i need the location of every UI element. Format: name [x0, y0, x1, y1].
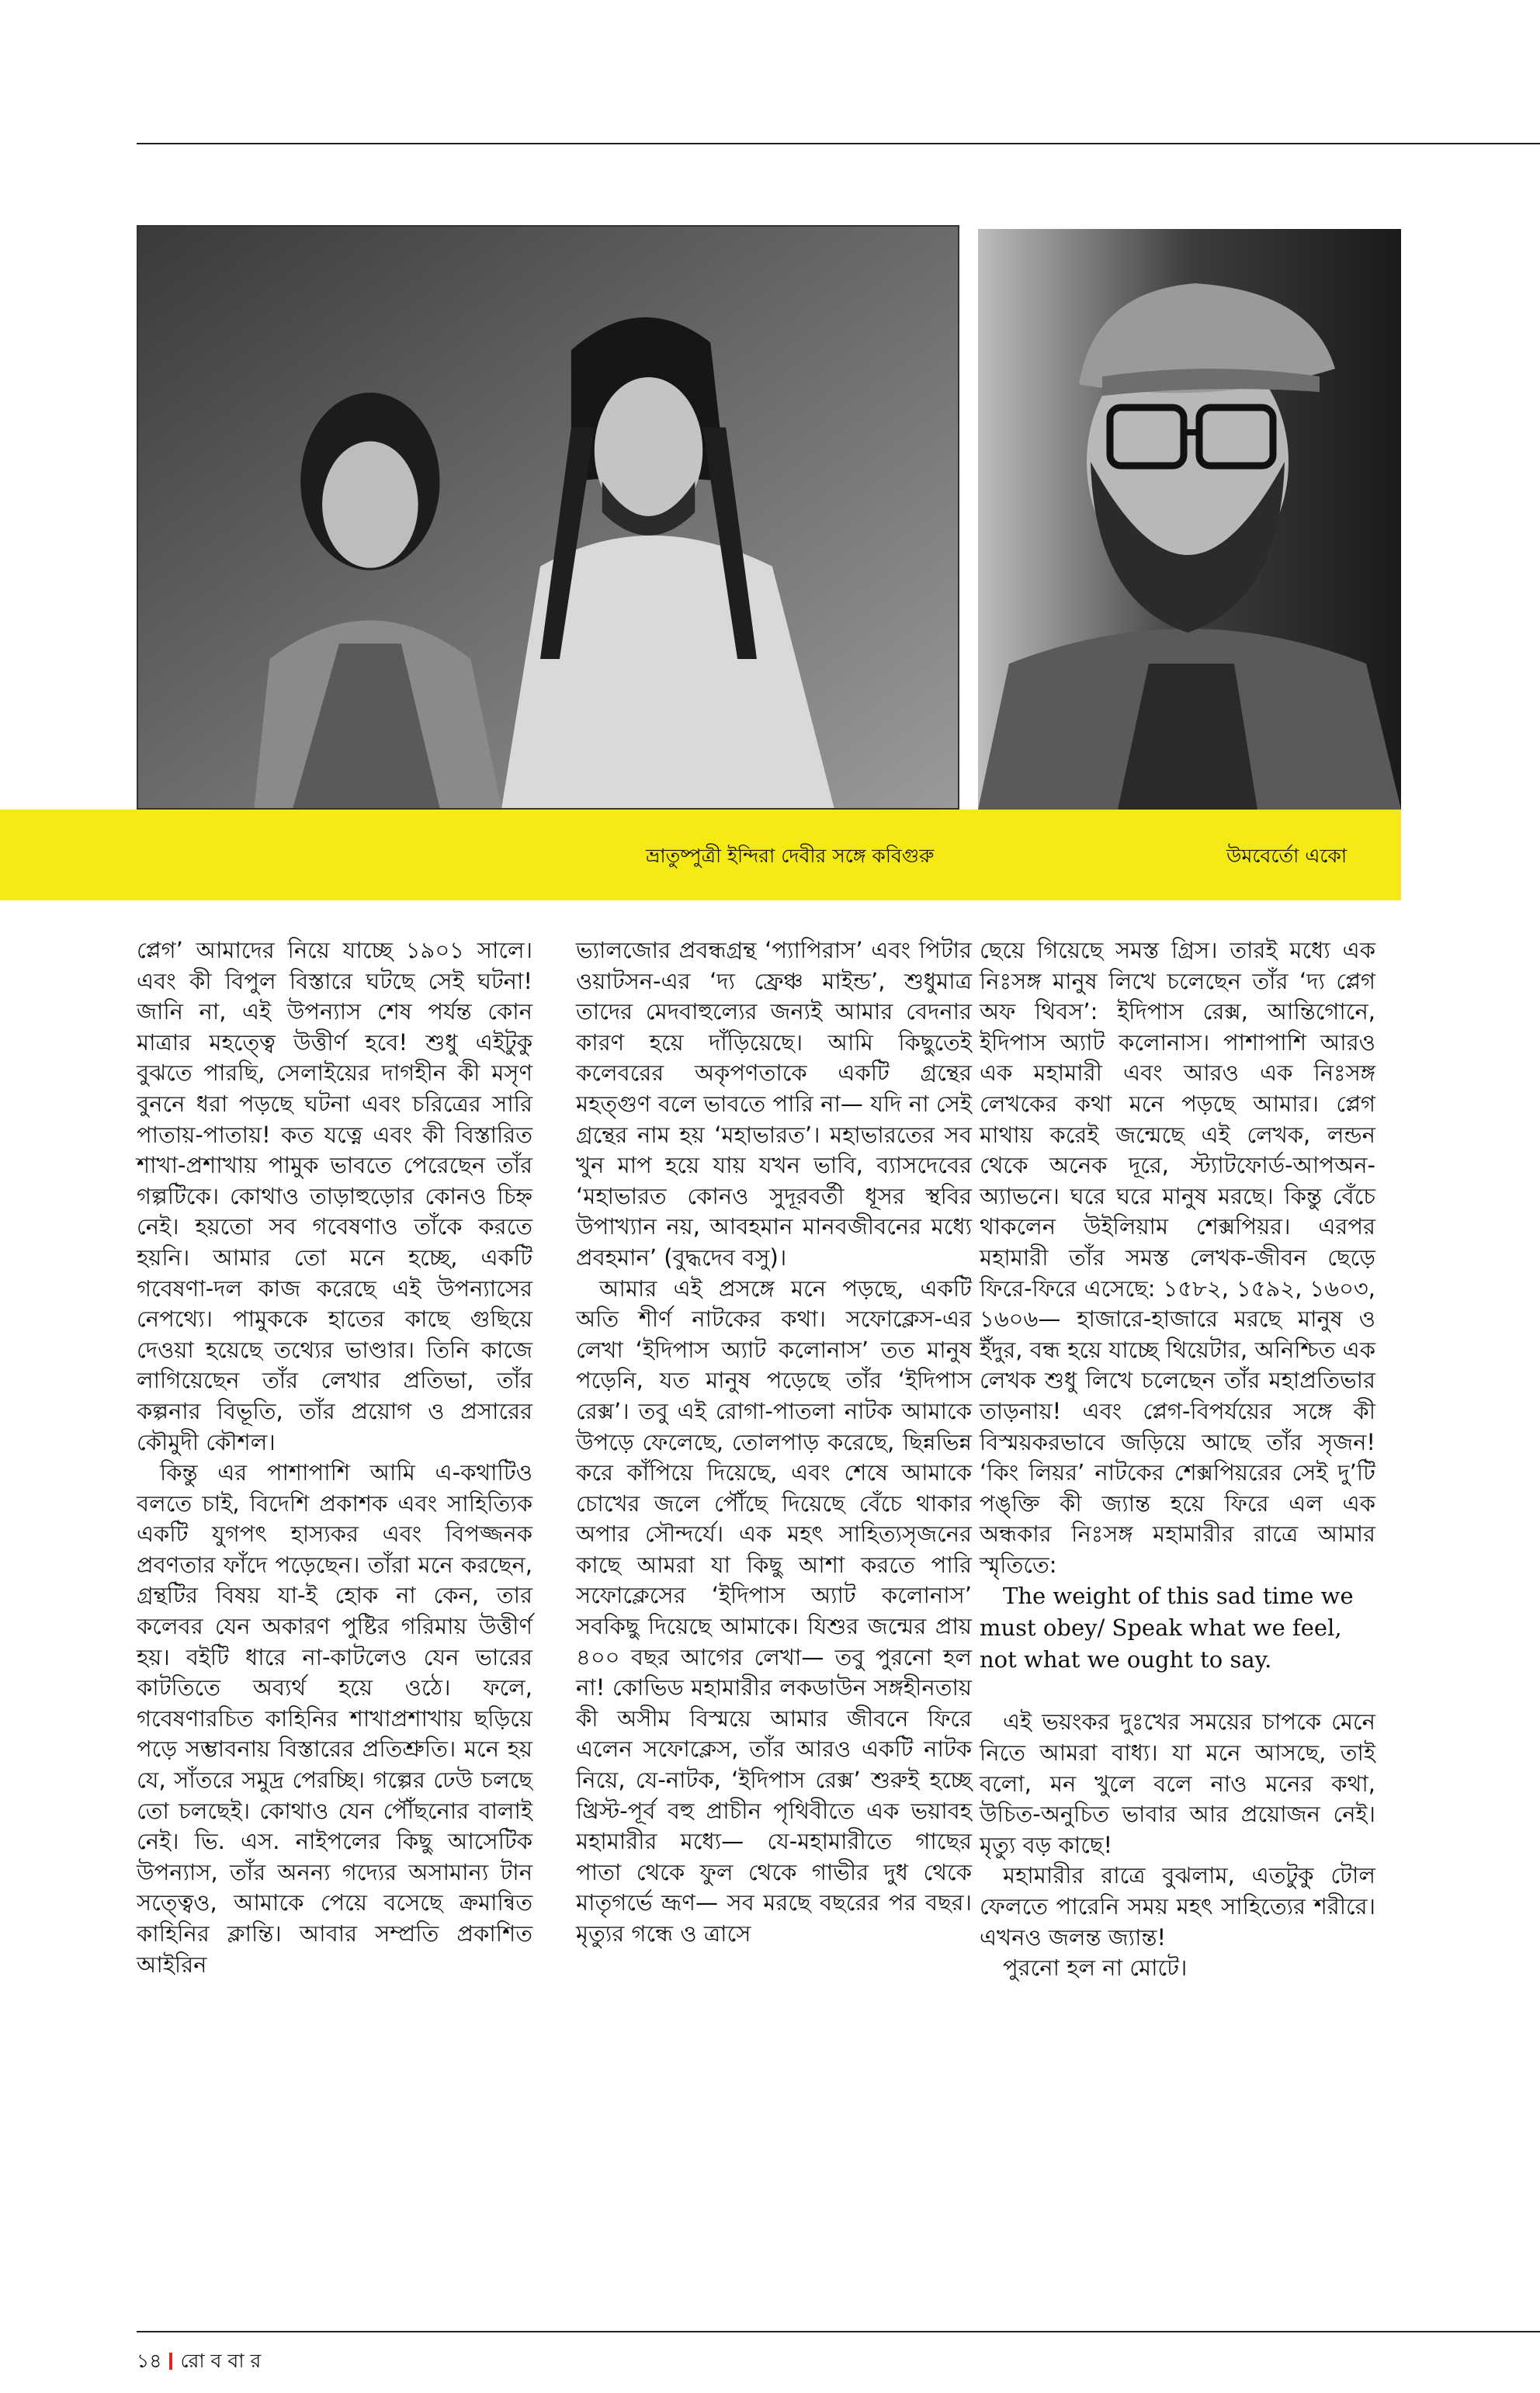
caption-left-photo: ভ্রাতুষ্পুত্রী ইন্দিরা দেবীর সঙ্গে কবিগুরু — [646, 844, 935, 867]
article-column-3 — [980, 935, 1375, 1984]
footer-rule — [137, 2331, 1540, 2332]
photo-rabindranath-with-indira-devi — [137, 225, 959, 810]
footer-separator — [169, 2353, 172, 2370]
article-column-2 — [576, 935, 972, 1950]
header-rule — [137, 143, 1540, 144]
column3-paragraph: ছেয়ে গিয়েছে সমস্ত গ্রিস। তারই মধ্যে এক নিঃসঙ্গ মানুষ লিখে চলেছেন তাঁর ‘দ্য প্লেগ অফ থিবস’: ইদিপাস রেক্স, আন্তিগোনে, ইদিপাস অ্যাট কলোনাস। পাশাপাশি আরও এক মহামারী এবং আরও এক নিঃসঙ্গ লেখকের কথা মনে পড়ছে আমার। প্লেগ মাথায় করেই জন্মেছে এই লেখক, লন্ডন থেকে অনেক দূরে, স্ট্যাটফোর্ড-আপঅন-অ্যাভনে। ঘরে ঘরে মানুষ মরছে। কিন্তু বেঁচে থাকলেন উইলিয়াম শেক্সপিয়র। এরপর মহামারী তাঁর সমস্ত লেখক-জীবন ছেড়ে ফিরে-ফিরে এসেছে: ১৫৮২, ১৫৯২, ১৬০৩, ১৬০৬— হাজারে-হাজারে মরছে মানুষ ও ইঁদুর, বন্ধ হয়ে যাচ্ছে থিয়েটার, অনিশ্চিত এক লেখক শুধু লিখে চলেছেন তাঁর মহাপ্রতিভার তাড়নায়! এবং প্লেগ-বিপর্যয়ের সঙ্গে কী বিস্ময়করভাবে জড়িয়ে আছে তাঁর সৃজন! ‘কিং লিয়র’ নাটকের শেক্সপিয়রের সেই দু’টি পঙ্‌ক্তি কী জ্যান্ত হয়ে ফিরে এল এক অন্ধকার নিঃসঙ্গ মহামারীর রাত্রে আমার স্মৃতিতে: — [980, 937, 1375, 1578]
shakespeare-quote: The weight of this sad time we must obey/ Speak what we feel, not what we ought to say. — [980, 1583, 1354, 1673]
page-footer — [137, 2350, 261, 2373]
caption-right-photo: উমবের্তো একো — [1226, 844, 1348, 867]
page-number: ১৪ — [137, 2350, 162, 2372]
article-column-1 — [137, 935, 532, 1980]
column1-paragraph: কিন্তু এর পাশাপাশি আমি এ-কথাটিও বলতে চাই, বিদেশি প্রকাশক এবং সাহিত্যিক একটি যুগপৎ হাস্যকর এবং বিপজ্জনক প্রবণতার ফাঁদে পড়েছেন। তাঁরা মনে করছেন, গ্রন্থটির বিষয় যা-ই হোক না কেন, তার কলেবর যেন অকারণ পুষ্টির গরিমায় উত্তীর্ণ হয়। বইটি ধারে না-কাটলেও যেন ভারের কাটতিতে অব্যর্থ হয়ে ওঠে। ফলে, গবেষণারচিত কাহিনির শাখাপ্রশাখায় ছড়িয়ে পড়ে সম্ভাবনায় বিস্তারের প্রতিশ্রুতি। মনে হয় যে, সাঁতরে সমুদ্র পেরচ্ছি। গল্পের ঢেউ চলছে তো চলছেই। কোথাও যেন পৌঁছনোর বালাই নেই। ভি. এস. নাইপলের কিছু আসেটিক উপন্যাস, তাঁর অনন্য গদ্যের অসামান্য টান সত্ত্বেও, আমাকে পেয়ে বসেছে ক্রমান্বিত কাহিনির ক্লান্তি। আবার সম্প্রতি প্রকাশিত আইরিন — [137, 1459, 532, 1978]
column2-paragraph: আমার এই প্রসঙ্গে মনে পড়ছে, একটি অতি শীর্ণ নাটকের কথা। সফোক্লেস-এর লেখা ‘ইদিপাস অ্যাট কলোনাস’ তত মানুষ পড়েনি, যত মানুষ পড়েছে তাঁর ‘ইদিপাস রেক্স’। তবু এই রোগা-পাতলা নাটক আমাকে উপড়ে ফেলেছে, তোলপাড় করেছে, ছিন্নভিন্ন করে কাঁপিয়ে দিয়েছে, এবং শেষে আমাকে চোখের জলে পৌঁছে দিয়েছে বেঁচে থাকার অপার সৌন্দর্যে। এক মহৎ সাহিত্যসৃজনের কাছে আমরা যা কিছু আশা করতে পারি সফোক্লেসের ‘ইদিপাস অ্যাট কলোনাস’ সবকিছু দিয়েছে আমাকে। যিশুর জন্মের প্রায় ৪০০ বছর আগের লেখা— তবু পুরনো হল না! কোভিড মহামারীর লকডাউন সঙ্গহীনতায় কী অসীম বিস্ময়ে আমার জীবনে ফিরে এলেন সফোক্লেস, তাঁর আরও একটি নাটক নিয়ে, যে-নাটক, ‘ইদিপাস রেক্স’ শুরুই হচ্ছে খ্রিস্ট-পূর্ব বহু প্রাচীন পৃথিবীতে এক ভয়াবহ মহামারীর মধ্যে— যে-মহামারীতে গাছের পাতা থেকে ফুল থেকে গাভীর দুধ থেকে মাতৃগর্ভে ভ্রূণ— সব মরছে বছরের পর বছর। মৃত্যুর গন্ধে ও ত্রাসে — [576, 1275, 972, 1947]
column3-paragraph: পুরনো হল না মোটে। — [1003, 1954, 1188, 1982]
column1-paragraph: প্লেগ’ আমাদের নিয়ে যাচ্ছে ১৯০১ সালে। এবং কী বিপুল বিস্তারে ঘটছে সেই ঘটনা! জানি না, এই উপন্যাস শেষ পর্যন্ত কোন মাত্রার মহত্ত্বে উত্তীর্ণ হবে! শুধু এইটুকু বুঝতে পারছি, সেলাইয়ের দাগহীন কী মসৃণ বুননে ধরা পড়ছে ঘটনা এবং চরিত্রের সারি পাতায়-পাতায়! কত যত্নে এবং কী বিস্তারিত শাখা-প্রশাখায় পামুক ভাবতে পেরেছেন তাঁর গল্পটিকে। কোথাও তাড়াহুড়োর কোনও চিহ্ন নেই। হয়তো সব গবেষণাও তাঁকে করতে হয়নি। আমার তো মনে হচ্ছে, একটি গবেষণা-দল কাজ করেছে এই উপন্যাসের নেপথ্যে। পামুককে হাতের কাছে গুছিয়ে দেওয়া হয়েছে তথ্যের ভাণ্ডার। তিনি কাজে লাগিয়েছেন তাঁর লেখার প্রতিভা, তাঁর কল্পনার বিভূতি, তাঁর প্রয়োগ ও প্রসারের কৌমুদী কৌশল। — [137, 937, 532, 1455]
photo-umberto-eco — [978, 229, 1401, 810]
column2-paragraph: ভ্যালজোর প্রবন্ধগ্রন্থ ‘প্যাপিরাস’ এবং পিটার ওয়াটসন-এর ‘দ্য ফ্রেঞ্চ মাইন্ড’, শুধুমাত্র তাদের মেদবাহুল্যের জন্যই আমার বেদনার কারণ হয়ে দাঁড়িয়েছে। আমি কিছুতেই কলেবরের অকৃপণতাকে একটি গ্রন্থের মহত্গুণ বলে ভাবতে পারি না— যদি না সেই গ্রন্থের নাম হয় ‘মহাভারত’। মহাভারতের সব খুন মাপ হয়ে যায় যখন ভাবি, ব্যাসদেবের ‘মহাভারত কোনও সুদূরবর্তী ধূসর স্থবির উপাখ্যান নয়, আবহমান মানবজীবনের মধ্যে প্রবহমান’ (বুদ্ধদেব বসু)। — [576, 937, 973, 1271]
column3-paragraph: মহামারীর রাত্রে বুঝলাম, এতটুকু টোল ফেলতে পারেনি সময় মহৎ সাহিত্যের শরীরে। এখনও জলন্ত জ্যান্ত! — [980, 1862, 1375, 1951]
column3-paragraph: এই ভয়ংকর দুঃখের সময়ের চাপকে মেনে নিতে আমরা বাধ্য। যা মনে আসছে, তাই বলো, মন খুলে বলে নাও মনের কথা, উচিত-অনুচিত ভাবার আর প্রয়োজন নেই। মৃত্যু বড় কাছে! — [980, 1708, 1375, 1858]
magazine-name: রো ব বা র — [180, 2350, 262, 2372]
